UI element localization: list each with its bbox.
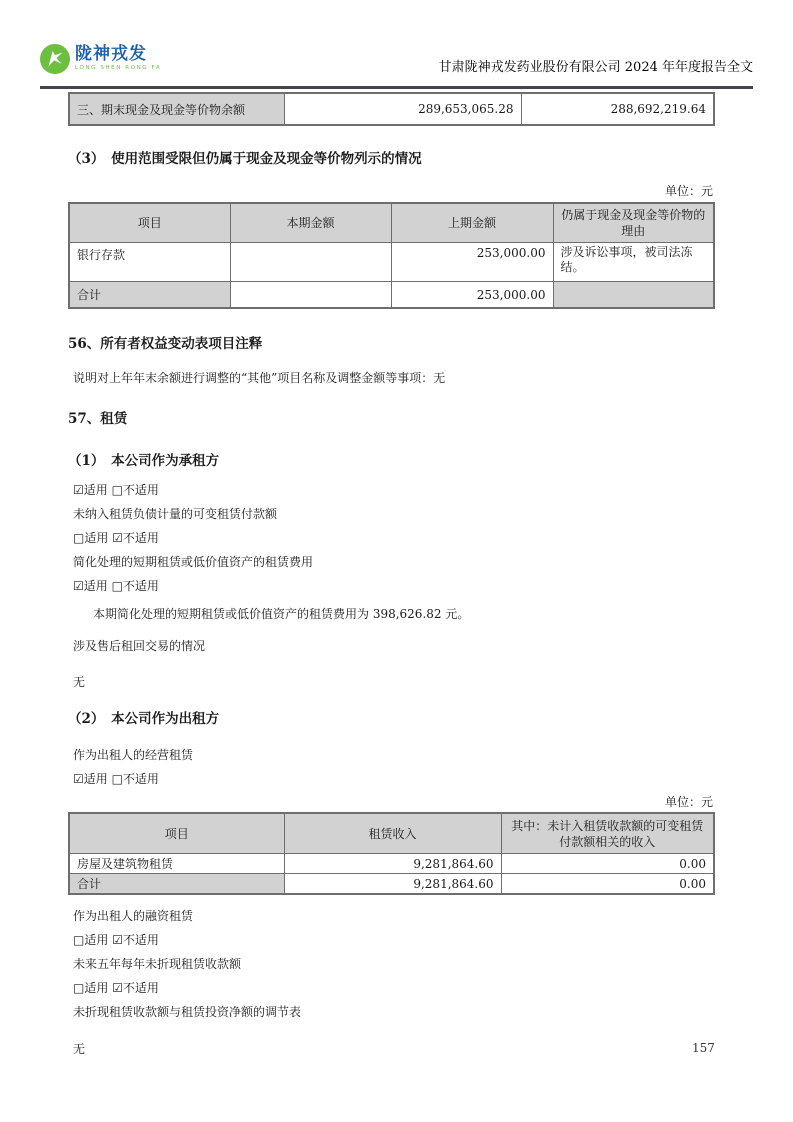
section-57-heading: 57、租赁 xyxy=(68,411,128,427)
restricted-cash-table xyxy=(68,202,715,309)
income-cell: 9,281,864.60 xyxy=(284,854,501,874)
applicability-options: □适用 ☑不适用 xyxy=(73,531,159,545)
cash-balance-row xyxy=(69,93,714,125)
report-title: 甘肃陇神戎发药业股份有限公司 2024 年年度报告全文 xyxy=(438,60,753,75)
cash-equivalents-balance-table xyxy=(68,92,715,126)
header-variable: 其中：未计入租赁收款额的可变租赁付款额相关的收入 xyxy=(501,813,714,854)
simplified-lease-note: 本期简化处理的短期租赁或低价值资产的租赁费用为 398,626.82 元。 xyxy=(93,607,470,621)
applicability-options: ☑适用 □不适用 xyxy=(73,579,159,593)
header-item: 项目 xyxy=(69,813,284,854)
page-header xyxy=(40,42,753,89)
item-cell: 合计 xyxy=(69,282,230,309)
finance-lease-label: 作为出租人的融资租赁 xyxy=(73,909,194,923)
page-number: 157 xyxy=(692,1041,715,1055)
table-row xyxy=(69,243,714,282)
section-56-heading: 56、所有者权益变动表项目注释 xyxy=(68,336,263,352)
future-amounts-label: 未来五年每年未折现租赁收款额 xyxy=(73,957,242,971)
section-3-heading: （3） 使用范围受限但仍属于现金及现金等价物列示的情况 xyxy=(68,151,422,167)
company-logo xyxy=(40,44,161,74)
logo-company-name: 陇神戎发 xyxy=(75,44,147,65)
table-total-row xyxy=(69,282,714,309)
row-label-cell: 三、期末现金及现金等价物余额 xyxy=(69,93,284,125)
variable-cell: 0.00 xyxy=(501,874,714,895)
header-current: 本期金额 xyxy=(230,203,391,243)
prior-cell: 253,000.00 xyxy=(391,243,553,282)
unit-label: 单位：元 xyxy=(664,795,713,809)
header-income: 租赁收入 xyxy=(284,813,501,854)
operating-lease-label: 作为出租人的经营租赁 xyxy=(73,748,194,762)
table-header-row xyxy=(69,203,714,243)
table-total-row xyxy=(69,874,714,895)
prior-period-amount-cell: 288,692,219.64 xyxy=(521,93,714,125)
sale-leaseback-value: 无 xyxy=(73,675,86,689)
unit-label: 单位：元 xyxy=(664,184,713,198)
lessee-heading: （1） 本公司作为承租方 xyxy=(68,453,220,469)
header-item: 项目 xyxy=(69,203,230,243)
reconciliation-value: 无 xyxy=(73,1042,86,1056)
reconciliation-label: 未折现租赁收款额与租赁投资净额的调节表 xyxy=(73,1005,302,1019)
item-cell: 银行存款 xyxy=(69,243,230,282)
header-prior: 上期金额 xyxy=(391,203,553,243)
header-reason: 仍属于现金及现金等价物的理由 xyxy=(553,203,714,243)
simplified-lease-label: 简化处理的短期租赁或低价值资产的租赁费用 xyxy=(73,555,314,569)
table-header-row xyxy=(69,813,714,854)
variable-payments-label: 未纳入租赁负债计量的可变租赁付款额 xyxy=(73,507,278,521)
page-content xyxy=(68,92,713,1057)
reason-cell: 涉及诉讼事项，被司法冻结。 xyxy=(553,243,714,282)
current-cell xyxy=(230,243,391,282)
prior-cell: 253,000.00 xyxy=(391,282,553,309)
item-cell: 房屋及建筑物租赁 xyxy=(69,854,284,874)
variable-cell: 0.00 xyxy=(501,854,714,874)
applicability-options: □适用 ☑不适用 xyxy=(73,933,159,947)
logo-icon xyxy=(40,44,70,74)
current-cell xyxy=(230,282,391,309)
logo-company-name-en: LONG SHEN RONG FA xyxy=(75,65,162,72)
applicability-options: ☑适用 □不适用 xyxy=(73,772,159,786)
lease-income-table xyxy=(68,812,715,895)
equity-note: 说明对上年年末余额进行调整的“其他”项目名称及调整金额等事项：无 xyxy=(73,371,446,385)
applicability-options: □适用 ☑不适用 xyxy=(73,981,159,995)
lessor-heading: （2） 本公司作为出租方 xyxy=(68,711,220,727)
income-cell: 9,281,864.60 xyxy=(284,874,501,895)
sale-leaseback-label: 涉及售后租回交易的情况 xyxy=(73,639,206,653)
reason-cell xyxy=(553,282,714,309)
item-cell: 合计 xyxy=(69,874,284,895)
current-period-amount-cell: 289,653,065.28 xyxy=(284,93,521,125)
table-row xyxy=(69,854,714,874)
applicability-options: ☑适用 □不适用 xyxy=(73,483,159,497)
